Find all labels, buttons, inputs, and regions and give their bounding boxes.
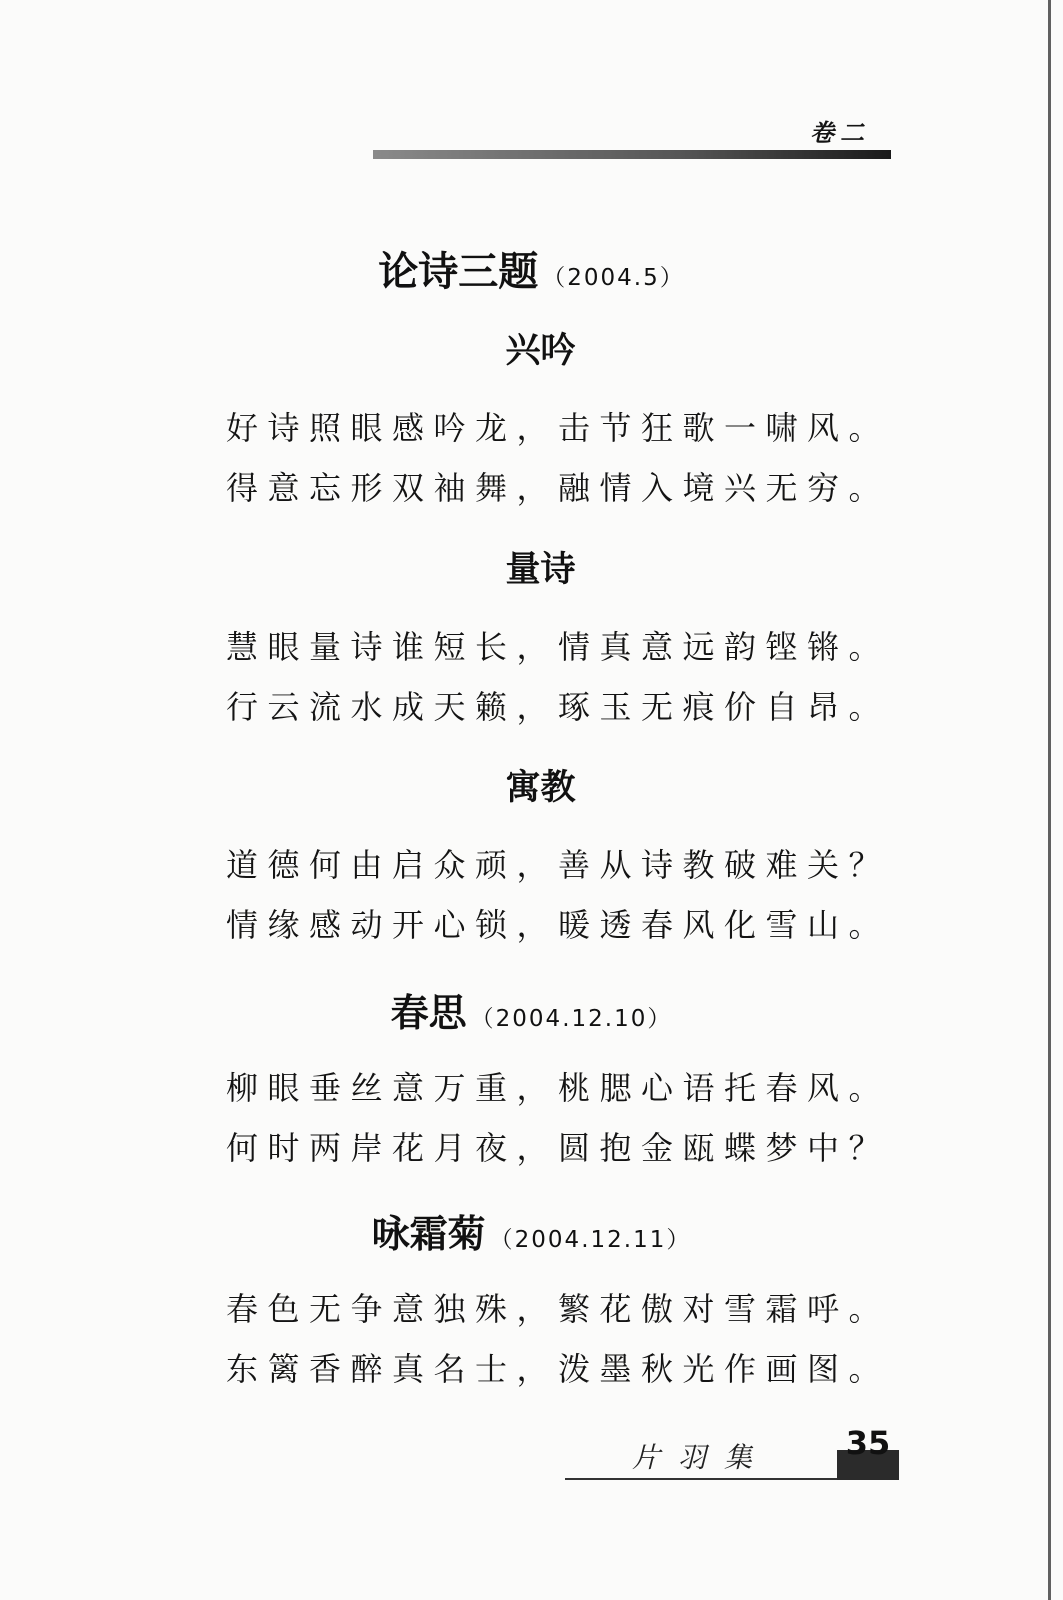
poem-title: 咏霜菊	[371, 1212, 486, 1256]
poem-title: 寓教	[505, 768, 576, 808]
volume-label: 卷二	[810, 119, 870, 147]
poem-line: 好诗照眼感吟龙，击节狂歌一啸风。	[226, 409, 891, 447]
poem-title: 量诗	[505, 550, 576, 590]
poem-line: 慧眼量诗谁短长，情真意远韵铿锵。	[226, 628, 891, 666]
poem-heading	[0, 1203, 1063, 1258]
section-date: （2004.5）	[542, 265, 685, 291]
poem-heading	[0, 982, 1063, 1037]
section-heading	[0, 240, 1063, 297]
section-title: 论诗三题	[378, 249, 539, 295]
poem-line: 何时两岸花月夜，圆抱金瓯蝶梦中？	[226, 1129, 891, 1167]
poem-line: 行云流水成天籁，琢玉无痕价自昂。	[226, 688, 891, 726]
poem-date: （2004.12.11）	[489, 1227, 692, 1253]
poem-title: 春思	[390, 991, 467, 1035]
poem-line: 道德何由启众顽，善从诗教破难关？	[226, 846, 891, 884]
poem-line: 东篱香醉真名士，泼墨秋光作画图。	[226, 1350, 891, 1388]
poem-date: （2004.12.10）	[470, 1006, 673, 1032]
footer-rule	[565, 1478, 837, 1480]
page-number: 35	[845, 1424, 891, 1462]
poem-line: 情缘感动开心锁，暖透春风化雪山。	[226, 906, 891, 944]
poem-line: 得意忘形双袖舞，融情入境兴无穷。	[226, 469, 891, 507]
poem-title: 兴吟	[505, 331, 576, 371]
poem-line: 柳眼垂丝意万重，桃腮心语托春风。	[226, 1069, 891, 1107]
header-rule	[373, 150, 891, 159]
book-title: 片羽集	[632, 1441, 771, 1474]
poem-line: 春色无争意独殊，繁花傲对雪霜呼。	[226, 1290, 891, 1328]
